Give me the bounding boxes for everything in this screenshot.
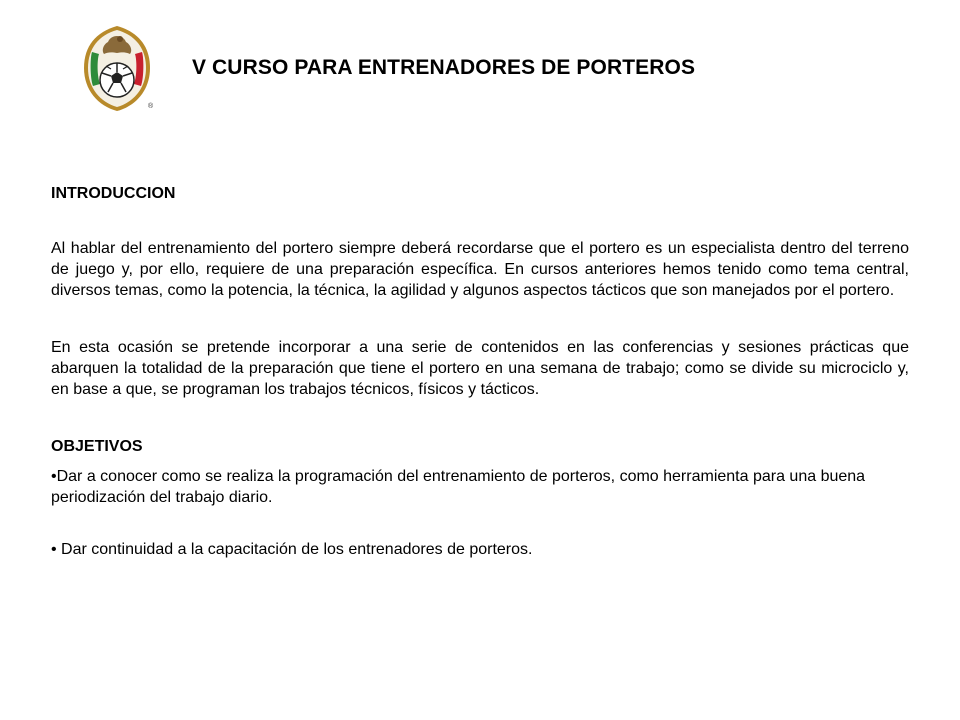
introduction-heading: INTRODUCCION	[51, 185, 176, 202]
introduction-paragraph-2: En esta ocasión se pretende incorporar a una serie de contenidos en las conferencias y sesiones prácticas que abarquen la totalidad de la preparación que tiene el portero en una semana de trabajo; como se divide su microciclo y, en base a que, se programan los trabajos técnicos, físicos y tácticos.	[51, 339, 909, 398]
objectives-heading: OBJETIVOS	[51, 438, 143, 455]
slide-title: V CURSO PARA ENTRENADORES DE PORTEROS	[192, 56, 696, 79]
objective-item-1: •Dar a conocer como se realiza la programación del entrenamiento de porteros, como herramienta para una buena periodización del trabajo diario.	[51, 468, 866, 506]
introduction-paragraph-1: Al hablar del entrenamiento del portero siempre deberá recordarse que el portero es un especialista dentro del terreno de juego y, por ello, requiere de una preparación específica. En cursos anteriores hemos tenido como tema central, diversos temas, como la potencia, la técnica, la agilidad y algunos aspectos tácticos que son manejados por el portero.	[51, 240, 909, 299]
mexican-football-federation-crest-icon	[78, 22, 156, 114]
federation-logo	[78, 22, 156, 114]
slide-content	[51, 183, 909, 560]
svg-text:®: ®	[148, 103, 154, 110]
objective-item-2: • Dar continuidad a la capacitación de los entrenadores de porteros.	[51, 541, 533, 558]
